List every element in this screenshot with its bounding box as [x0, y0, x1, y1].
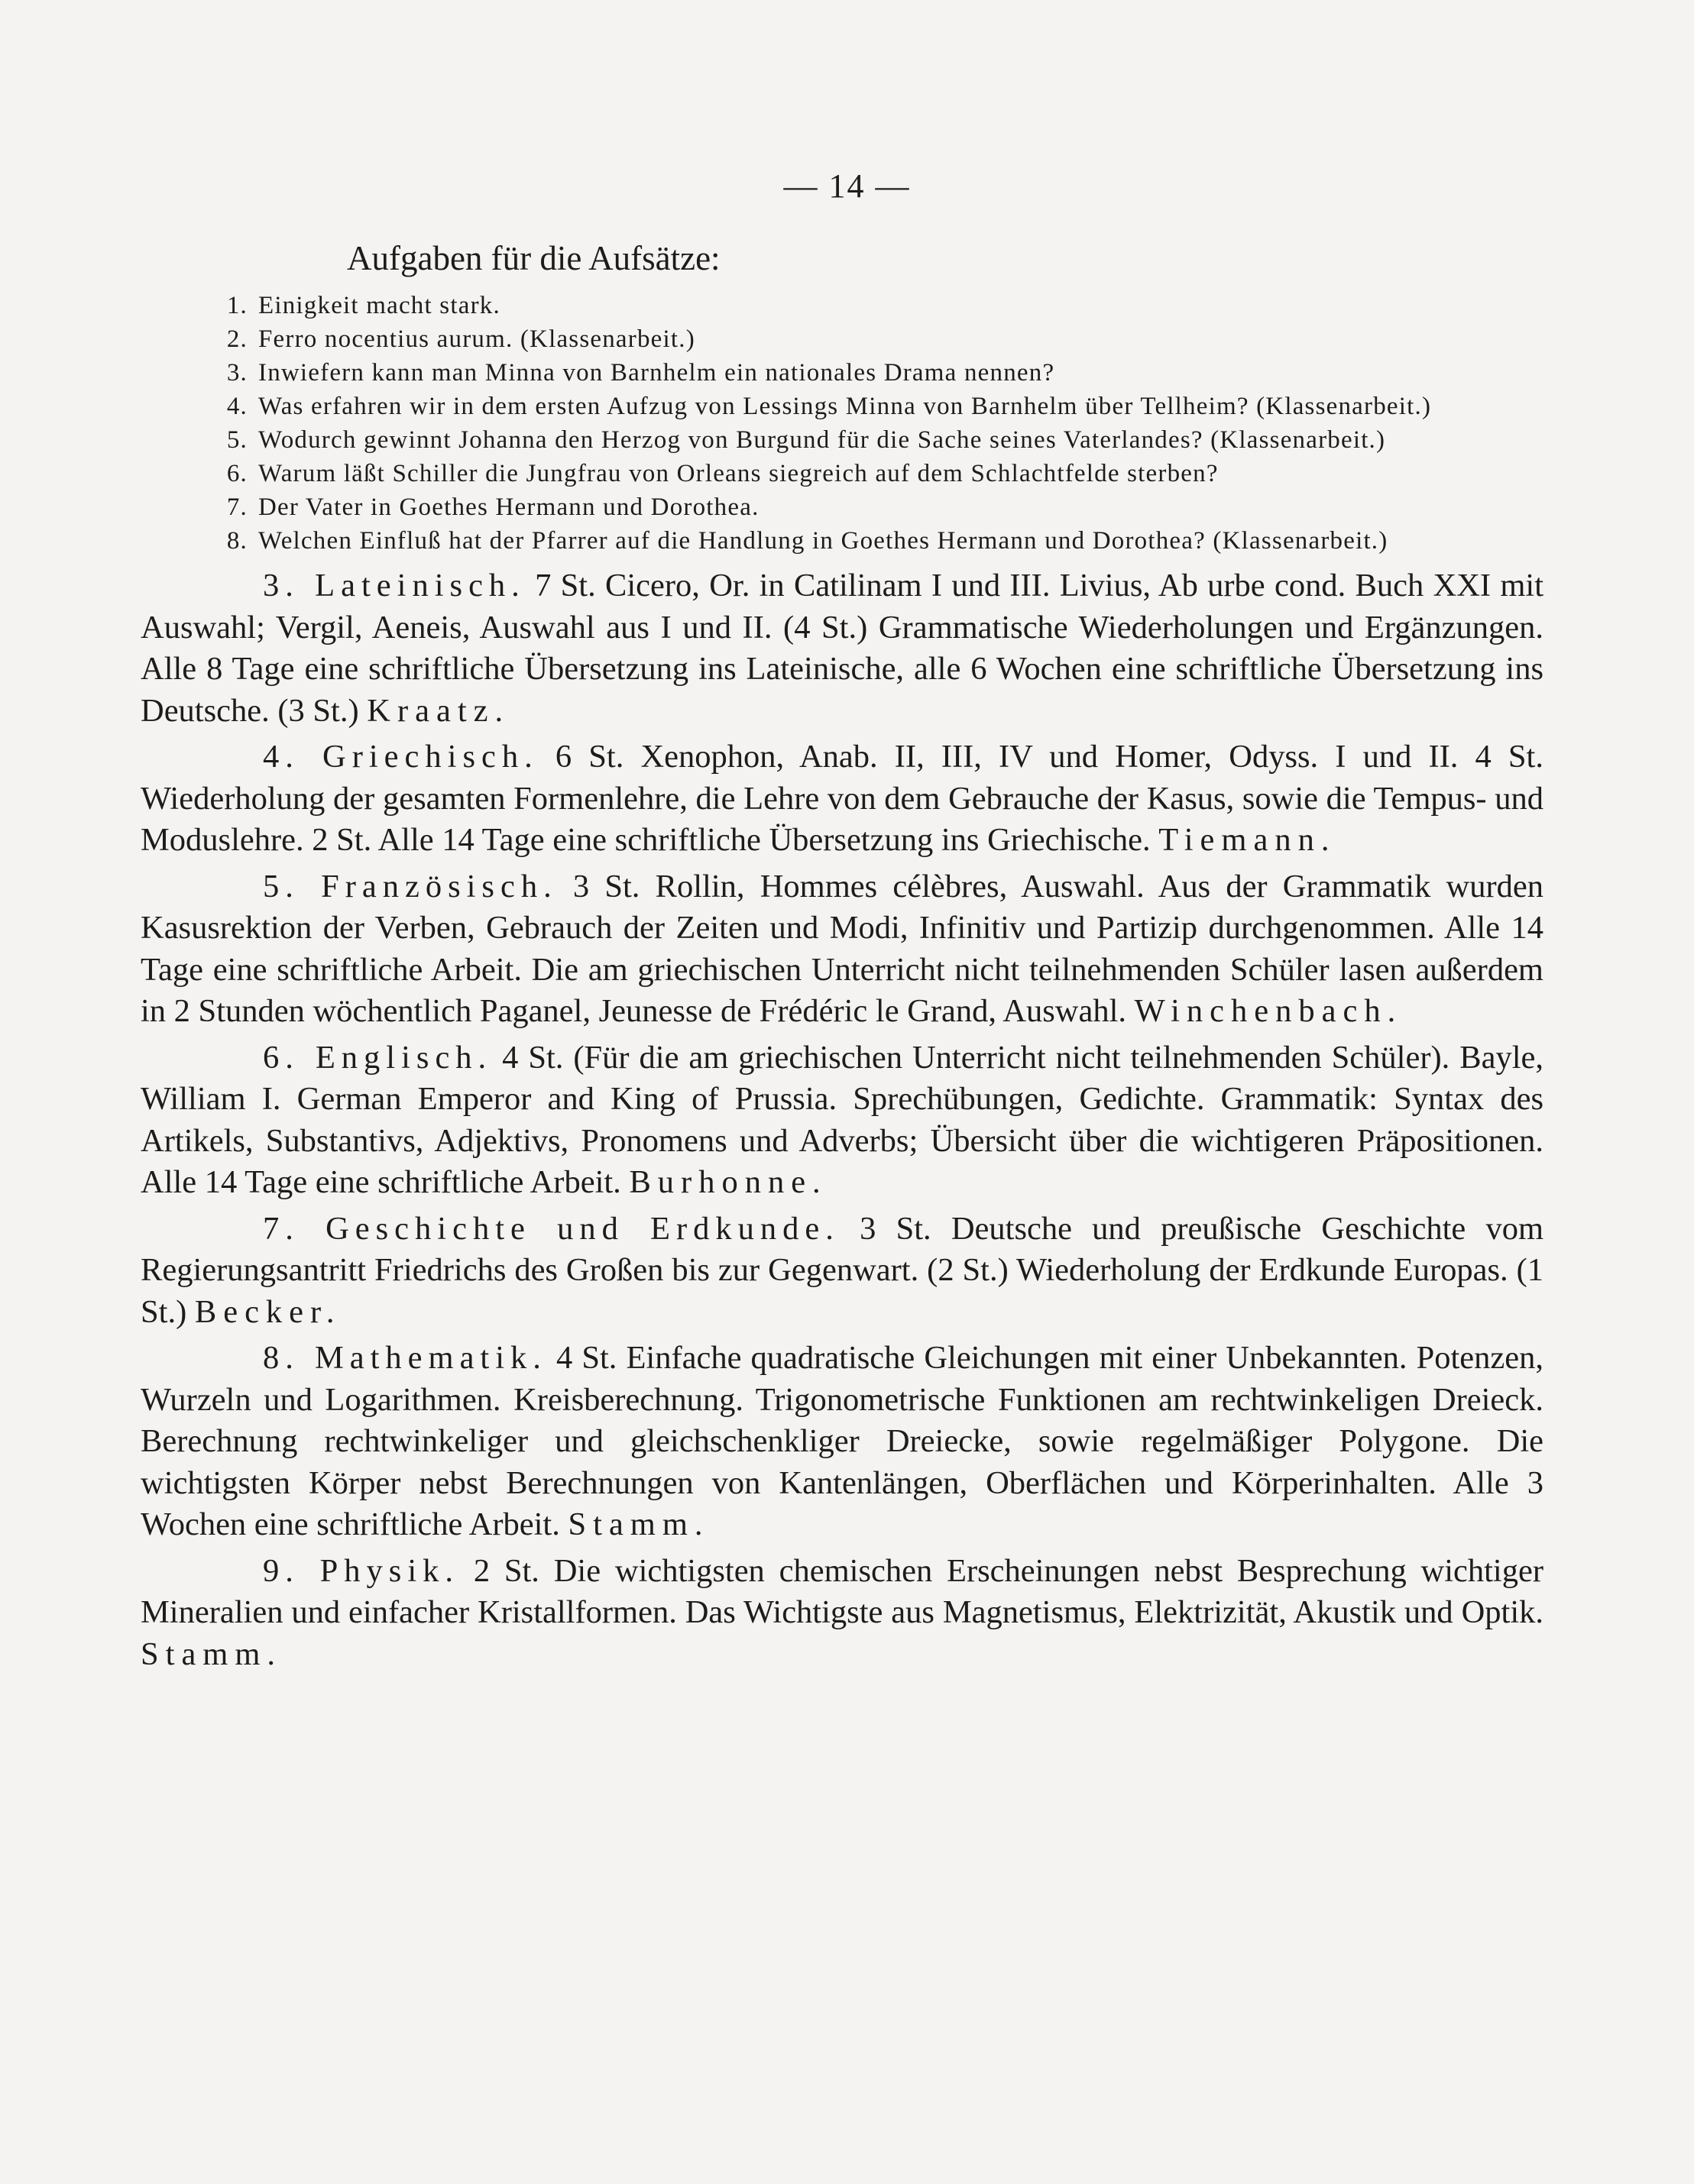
essay-text: Warum läßt Schiller die Jungfrau von Orleans siegreich auf dem Schlachtfelde sterben? [258, 460, 1219, 487]
essay-item [141, 457, 1543, 490]
essay-number: 7. [226, 493, 248, 521]
essay-text: Einigkeit macht stark. [258, 292, 500, 319]
section-title: 9. Physik. [263, 1552, 460, 1589]
essay-text: Der Vater in Goethes Hermann und Dorothea. [258, 493, 760, 521]
essay-text: Ferro nocentius aurum. (Klassenarbeit.) [258, 325, 695, 353]
section-history-geography [141, 1208, 1543, 1334]
essay-item [141, 289, 1543, 322]
section-title: 7. Geschichte und Erdkunde. [263, 1210, 840, 1247]
essay-item [141, 390, 1543, 423]
essay-number: 1. [226, 292, 248, 319]
essay-number: 3. [226, 359, 248, 387]
section-title: 3. Lateinisch. [263, 568, 526, 603]
page-body [141, 237, 1543, 1680]
section-body: 4 St. (Für die am griechischen Unterricht nicht teilnehmenden Schüler). Bayle, William I. German Emperor and King of Prussia. Sprechübungen, Gedichte. Grammatik: Syntax des Artikels, Substantivs, Adjektivs, Pronomens und Adverbs; Übersicht über die wichtigeren Präpositionen. Alle 14 Tage eine schriftliche Arbeit. [141, 1039, 1543, 1200]
essay-number: 2. [226, 325, 248, 353]
teacher-name: Tiemann. [1158, 822, 1336, 858]
essay-number: 6. [226, 460, 248, 487]
section-latin [141, 565, 1543, 732]
section-title: 4. Griechisch. [263, 739, 539, 775]
section-title: 6. Englisch. [263, 1039, 493, 1076]
essay-text: Inwiefern kann man Minna von Barnhelm ein nationales Drama nennen? [258, 359, 1055, 387]
section-english [141, 1037, 1543, 1204]
section-greek [141, 736, 1543, 862]
section-body: 3 St. Rollin, Hommes célèbres, Auswahl. Aus der Grammatik wurden Kasusrektion der Verben, Gebrauch der Zeiten und Modi, Infinitiv und Partizip durchgenommen. Alle 14 Tage eine schriftliche Arbeit. Die am griechischen Unterricht nicht teilnehmenden Schüler lasen außerdem in 2 Stunden wöchentlich Paganel, Jeunesse de Frédéric le Grand, Auswahl. [141, 868, 1543, 1029]
essay-item [141, 322, 1543, 356]
essay-number: 8. [226, 527, 248, 555]
section-body: 7 St. Cicero, Or. in Catilinam I und III. Livius, Ab urbe cond. Buch XXI mit Auswahl; Vergil, Aeneis, Auswahl aus I und II. (4 St.) Grammatische Wiederholungen und Ergänzungen. Alle 8 Tage eine schriftliche Übersetzung ins Lateinische, alle 6 Wochen eine schriftliche Übersetzung ins Deutsche. (3 St.) [141, 568, 1544, 729]
teacher-name: Stamm. [141, 1636, 283, 1672]
essay-text: Welchen Einfluß hat der Pfarrer auf die Handlung in Goethes Hermann und Dorothea? (Klassenarbeit.) [258, 527, 1388, 555]
essay-item [141, 490, 1543, 524]
section-title: 8. Mathematik. [263, 1340, 547, 1376]
section-title: 5. Französisch. [263, 868, 558, 904]
section-body: 6 St. Xenophon, Anab. II, III, IV und Homer, Odyss. I und II. 4 St. Wiederholung der gesamten Formenlehre, die Lehre von dem Gebrauche der Kasus, sowie die Tempus- und Moduslehre. 2 St. Alle 14 Tage eine schriftliche Übersetzung ins Griechische. [141, 739, 1543, 858]
section-body: 2 St. Die wichtigsten chemischen Erscheinungen nebst Besprechung wichtiger Mineralien und einfacher Kristallformen. Das Wichtigste aus Magnetismus, Elektrizität, Akustik und Optik. [141, 1552, 1544, 1630]
essay-number: 5. [226, 426, 248, 454]
teacher-name: Burhonne. [629, 1164, 828, 1200]
section-body: 3 St. Deutsche und preußische Geschichte vom Regierungsantritt Friedrichs des Großen bis zur Gegenwart. (2 St.) Wiederholung der Erdkunde Europas. (1 St.) [141, 1210, 1543, 1330]
section-french [141, 866, 1543, 1033]
essay-text: Was erfahren wir in dem ersten Aufzug von Lessings Minna von Barnhelm über Tellheim? (Klassenarbeit.) [258, 393, 1432, 420]
essay-number: 4. [226, 393, 248, 420]
essay-list [141, 289, 1543, 558]
teacher-name: Winchenbach. [1134, 993, 1403, 1029]
essay-item [141, 423, 1543, 457]
essay-text: Wodurch gewinnt Johanna den Herzog von Burgund für die Sache seines Vaterlandes? (Klassenarbeit.) [258, 426, 1386, 454]
essays-heading: Aufgaben für die Aufsätze: [347, 239, 721, 277]
essay-item [141, 524, 1543, 558]
essay-item [141, 356, 1543, 390]
section-mathematics [141, 1338, 1543, 1546]
teacher-name: Kraatz. [367, 692, 510, 729]
teacher-name: Becker. [194, 1293, 342, 1330]
page-number: — 14 — [783, 167, 911, 205]
teacher-name: Stamm. [568, 1506, 710, 1542]
section-physics [141, 1551, 1543, 1676]
section-body: 4 St. Einfache quadratische Gleichungen mit einer Unbekannten. Potenzen, Wurzeln und Logarithmen. Kreisberechnung. Trigonometrische Funktionen am rechtwinkeligen Dreieck. Berechnung rechtwinkeliger und gleichschenkliger Dreiecke, sowie regelmäßiger Polygone. Die wichtigsten Körper nebst Berechnungen von Kantenlängen, Oberflächen und Körperinhalten. Alle 3 Wochen eine schriftliche Arbeit. [141, 1340, 1543, 1542]
